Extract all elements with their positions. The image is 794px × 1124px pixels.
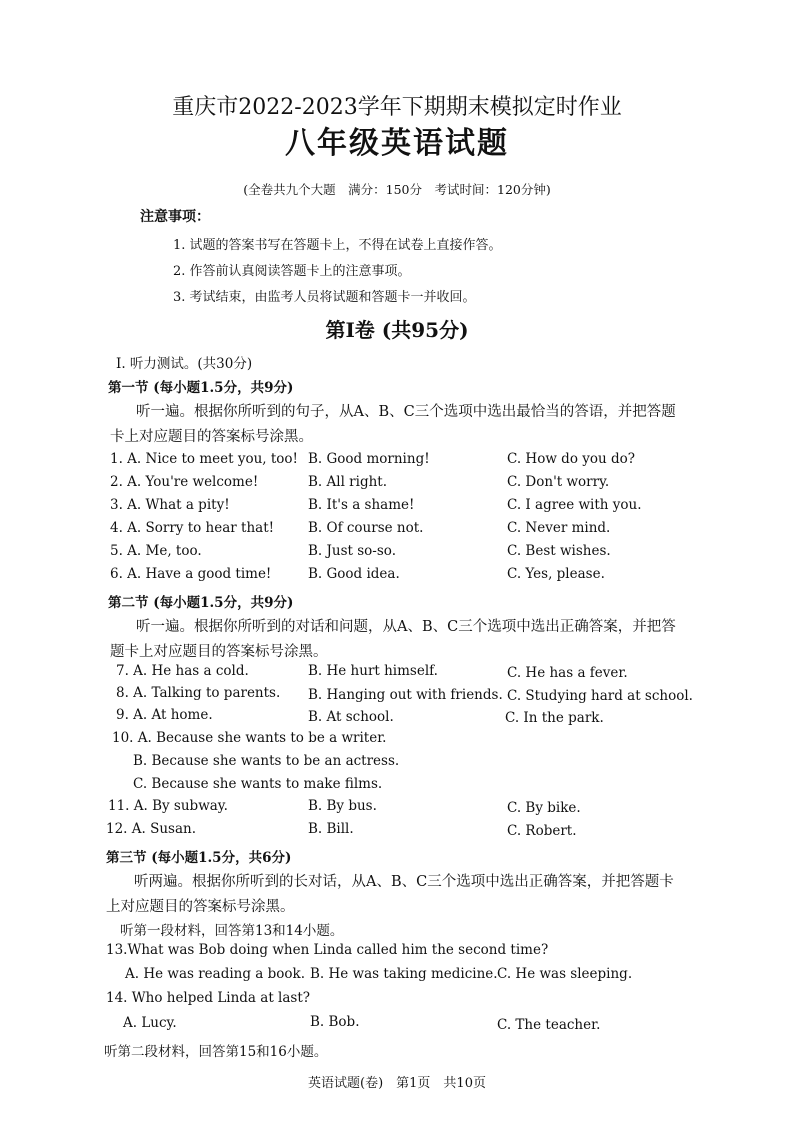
option-c: C. I agree with you.: [507, 497, 642, 513]
option-b: B. He hurt himself.: [308, 663, 438, 679]
notice-heading: 注意事项：: [140, 209, 210, 225]
option-a: 1. A. Nice to meet you, too!: [110, 451, 298, 467]
option-b: B. Because she wants to be an actress.: [133, 753, 400, 769]
exam-title-line1: 重庆市2022-2023学年下期期末模拟定时作业: [172, 95, 622, 120]
option-b: B. By bus.: [308, 798, 377, 814]
option-c: C. In the park.: [505, 710, 604, 726]
notice-item: 2. 作答前认真阅读答题卡上的注意事项。: [173, 264, 411, 279]
question-stem: 13.What was Bob doing when Linda called him the second time?: [106, 942, 549, 958]
section-heading: 第三节 (每小题1.5分，共6分): [106, 850, 292, 866]
option-a: 10. A. Because she wants to be a writer.: [112, 730, 387, 746]
option-b: B. Hanging out with friends.: [308, 687, 503, 703]
notice-item: 3. 考试结束，由监考人员将试题和答题卡一并收回。: [173, 290, 476, 305]
option-a: 11. A. By subway.: [108, 798, 228, 814]
option-c: C. Robert.: [507, 823, 577, 839]
section-instruction: 题卡上对应题目的答案标号涂黑。: [110, 644, 328, 660]
option-c: C. By bike.: [507, 800, 581, 816]
option-c: C. Don't worry.: [507, 474, 610, 490]
option-c: C. He has a fever.: [507, 665, 628, 681]
exam-title-line2: 八年级英语试题: [285, 126, 509, 161]
section-instruction: 听两遍。根据你所听到的长对话，从A、B、C三个选项中选出正确答案，并把答题卡: [134, 874, 674, 890]
option-a: 2. A. You're welcome!: [110, 474, 259, 490]
option-b: B. Just so-so.: [308, 543, 396, 559]
option-a: 8. A. Talking to parents.: [116, 685, 281, 701]
option-b: B. All right.: [308, 474, 388, 490]
notice-item: 1. 试题的答案书写在答题卡上，不得在试卷上直接作答。: [173, 238, 502, 253]
option-a: 6. A. Have a good time!: [110, 566, 272, 582]
option-c: C. How do you do?: [507, 451, 635, 467]
section-instruction: 卡上对应题目的答案标号涂黑。: [110, 429, 313, 445]
option-c: C. Never mind.: [507, 520, 611, 536]
option-b: B. It's a shame!: [308, 497, 415, 513]
page-footer: 英语试题(卷) 第1页 共10页: [308, 1076, 486, 1091]
option-c: C. Yes, please.: [507, 566, 605, 582]
option-a: 9. A. At home.: [116, 707, 213, 723]
question-stem: 14. Who helped Linda at last?: [106, 990, 310, 1006]
option-b: B. Bob.: [310, 1014, 360, 1030]
option-a: A. He was reading a book.: [125, 966, 305, 982]
option-a: 7. A. He has a cold.: [116, 663, 249, 679]
option-b: B. At school.: [308, 709, 394, 725]
section-heading: 第一节 (每小题1.5分，共9分): [108, 380, 294, 396]
option-b: B. He was taking medicine.: [310, 966, 498, 982]
section-heading: 第二节 (每小题1.5分，共9分): [108, 595, 294, 611]
option-b: B. Good morning!: [308, 451, 430, 467]
option-c: C. Because she wants to make films.: [133, 776, 383, 792]
section-instruction: 听一遍。根据你所听到的句子，从A、B、C三个选项中选出最恰当的答语，并把答题: [136, 404, 676, 420]
option-b: B. Good idea.: [308, 566, 400, 582]
material-heading: 听第二段材料，回答第15和16小题。: [104, 1044, 328, 1060]
volume-title: 第Ⅰ卷 (共95分): [325, 318, 469, 342]
option-a: 12. A. Susan.: [106, 821, 196, 837]
option-c: C. Studying hard at school.: [507, 688, 693, 704]
option-c: C. The teacher.: [497, 1017, 601, 1033]
option-a: A. Lucy.: [123, 1015, 177, 1031]
option-b: B. Bill.: [308, 821, 354, 837]
material-heading: 听第一段材料，回答第13和14小题。: [120, 923, 344, 939]
section-instruction: 听一遍。根据你所听到的对话和问题，从A、B、C三个选项中选出正确答案，并把答: [136, 619, 676, 635]
exam-meta: (全卷共九个大题 满分：150分 考试时间：120分钟): [243, 182, 551, 197]
option-a: 5. A. Me, too.: [110, 543, 202, 559]
part-heading: Ⅰ. 听力测试。(共30分): [116, 356, 253, 372]
option-c: C. Best wishes.: [507, 543, 611, 559]
section-instruction: 上对应题目的答案标号涂黑。: [106, 899, 295, 915]
option-c: C. He was sleeping.: [497, 966, 633, 982]
option-a: 3. A. What a pity!: [110, 497, 230, 513]
option-a: 4. A. Sorry to hear that!: [110, 520, 275, 536]
option-b: B. Of course not.: [308, 520, 424, 536]
